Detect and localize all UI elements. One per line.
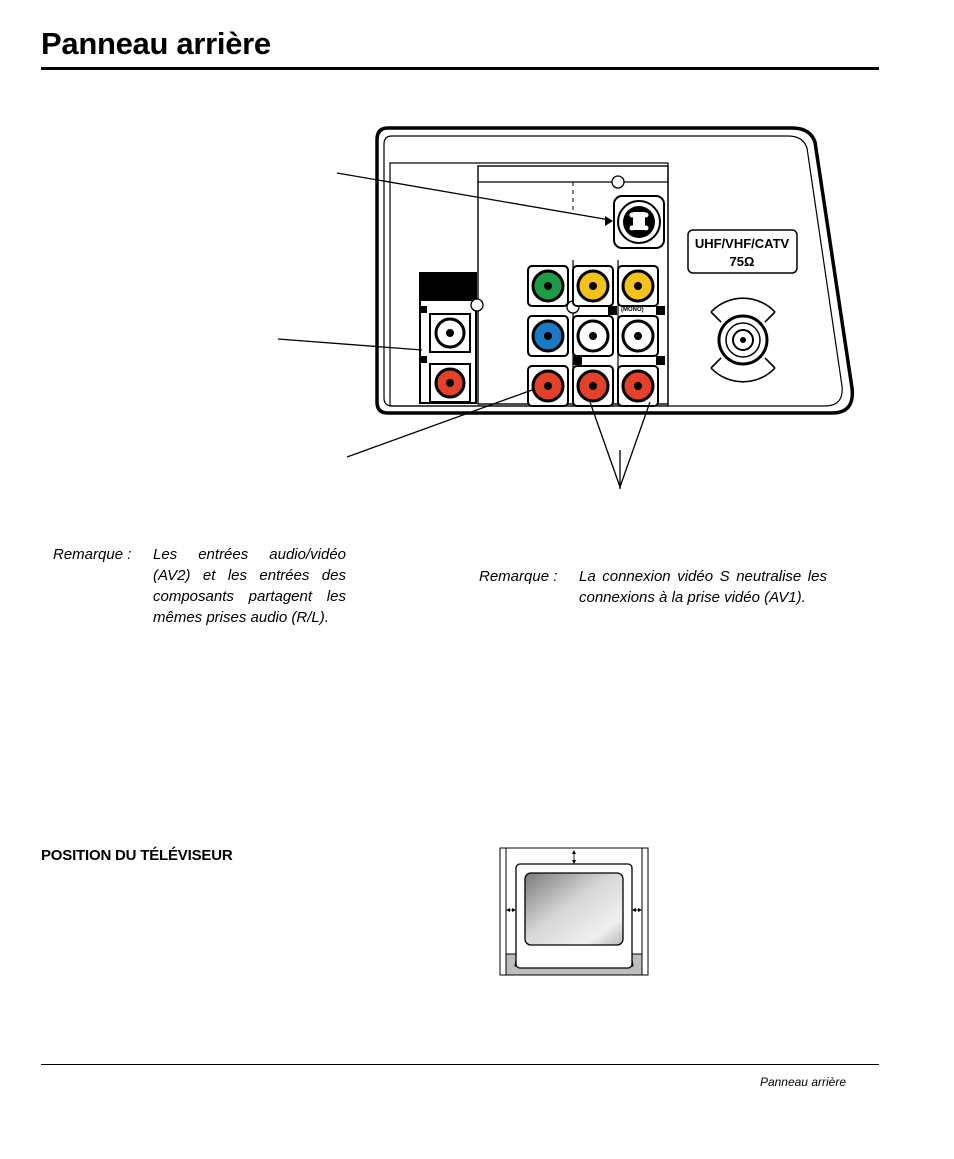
screw-icon [612, 176, 624, 188]
av-module-marker [420, 306, 427, 313]
jack-marker [573, 356, 582, 365]
cabinet-right-post [642, 848, 648, 975]
cabinet-left-post [500, 848, 506, 975]
arrow-icon [506, 908, 510, 912]
audio-left-jack [573, 316, 613, 356]
screw-icon [471, 299, 483, 311]
note-audio-video [53, 544, 353, 654]
audio-right-jack-right [618, 366, 658, 406]
note-text: La connexion vidéo S neutralise les connexions à la prise vidéo (AV1). [579, 568, 827, 606]
antenna-label-line2: 75Ω [729, 254, 755, 269]
rear-panel-illustration [270, 120, 860, 500]
mono-label: (MONO) [621, 307, 644, 313]
component-pr-jack [528, 366, 568, 406]
title-rule [41, 67, 879, 70]
video-jack-top [573, 266, 613, 306]
antenna-connector [711, 298, 775, 382]
component-y-jack [528, 266, 568, 306]
arrow-icon [638, 908, 642, 912]
av-module-marker [420, 356, 427, 363]
note-text: Les entrées audio/vidéo (AV2) et les entrées des composants partagent les mêmes prises audio (R/L). [153, 546, 346, 626]
jack-marker [608, 306, 617, 315]
jack-marker [656, 356, 665, 365]
antenna-label-line1: UHF/VHF/CATV [694, 236, 790, 251]
audio-right-jack [573, 366, 613, 406]
note-label: Remarque : [479, 568, 558, 585]
video-jack-top-right [618, 266, 658, 306]
arrow-icon [572, 850, 576, 854]
av-video-jack [430, 314, 470, 352]
footer-text: Panneau arrière [759, 1075, 846, 1089]
s-video-jack [605, 196, 664, 248]
av-module-header [420, 273, 476, 301]
av-audio-jack [430, 364, 470, 402]
section-heading: POSITION DU TÉLÉVISEUR [41, 847, 233, 864]
tv-screen [525, 873, 623, 945]
component-pb-jack [528, 316, 568, 356]
audio-left-jack-right [618, 316, 658, 356]
tv-position-illustration [499, 846, 649, 978]
jack-marker [656, 306, 665, 315]
note-s-video [479, 566, 839, 636]
footer-rule [41, 1064, 879, 1065]
callout-line-av [278, 339, 422, 350]
page-title: Panneau arrière [41, 26, 271, 61]
note-label: Remarque : [53, 546, 132, 563]
